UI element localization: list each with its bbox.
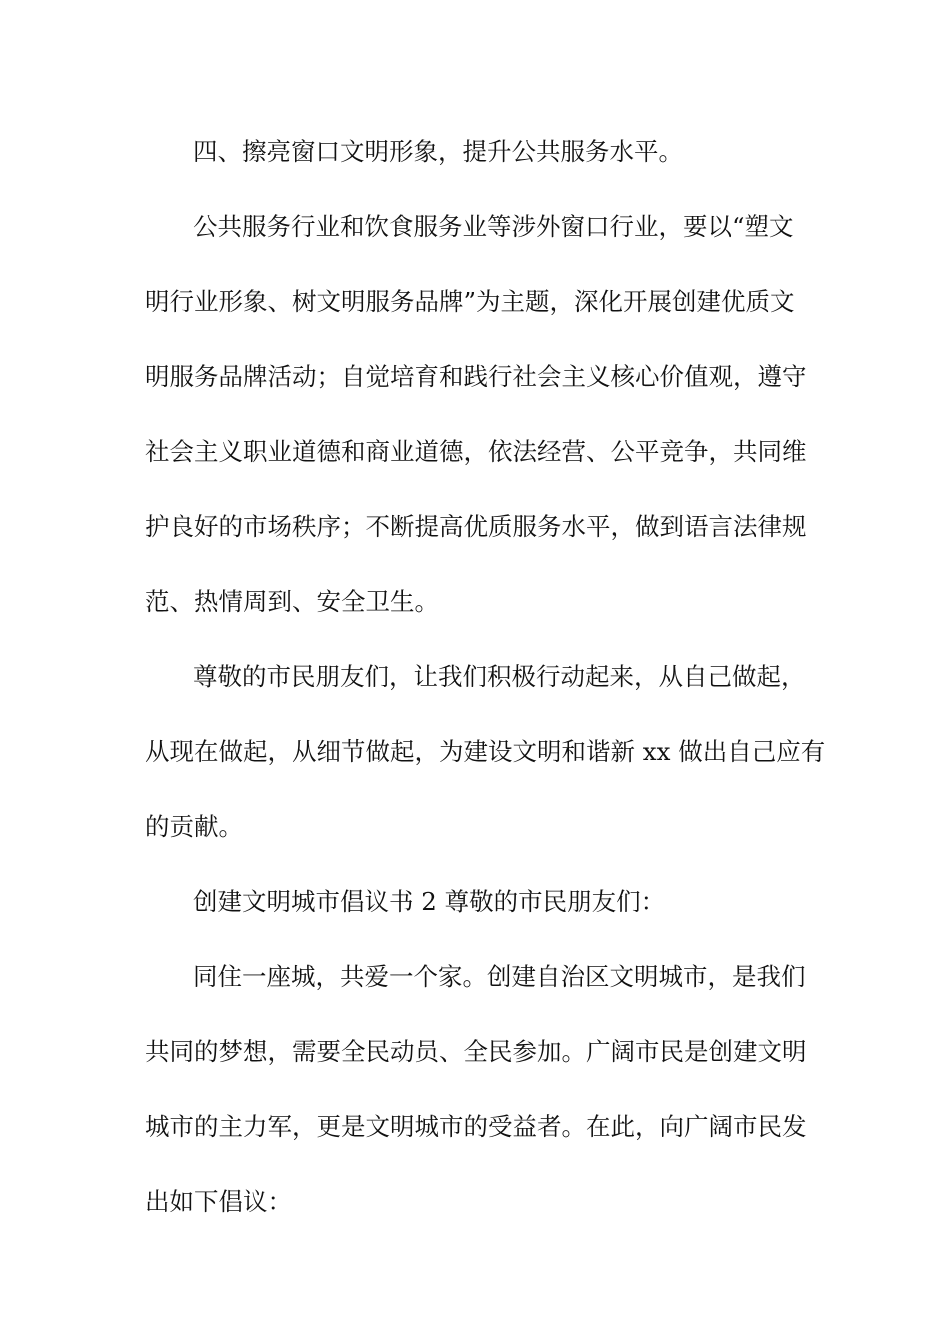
paragraph-line: 从现在做起，从细节做起，为建设文明和谐新 xx 做出自己应有 bbox=[145, 737, 826, 766]
paragraph-line: 社会主义职业道德和商业道德，依法经营、公平竞争，共同维 bbox=[145, 437, 807, 466]
paragraph-line: 共同的梦想，需要全民动员、全民参加。广阔市民是创建文明 bbox=[145, 1037, 807, 1066]
paragraph-line: 范、热情周到、安全卫生。 bbox=[145, 587, 439, 616]
paragraph-line: 护良好的市场秩序；不断提高优质服务水平，做到语言法律规 bbox=[145, 512, 807, 541]
paragraph-line: 明服务品牌活动；自觉培育和践行社会主义核心价值观，遵守 bbox=[145, 362, 807, 391]
paragraph-line: 四、擦亮窗口文明形象，提升公共服务水平。 bbox=[193, 137, 683, 166]
paragraph-line: 创建文明城市倡议书 2 尊敬的市民朋友们： bbox=[193, 887, 666, 916]
paragraph-line: 尊敬的市民朋友们，让我们积极行动起来，从自己做起， bbox=[193, 662, 806, 691]
paragraph-line: 出如下倡议： bbox=[145, 1187, 292, 1216]
paragraph-line: 同住一座城，共爱一个家。创建自治区文明城市，是我们 bbox=[193, 962, 806, 991]
paragraph-line: 公共服务行业和饮食服务业等涉外窗口行业，要以“塑文 bbox=[193, 212, 794, 241]
paragraph-line: 城市的主力军，更是文明城市的受益者。在此，向广阔市民发 bbox=[145, 1112, 807, 1141]
paragraph-line: 的贡献。 bbox=[145, 812, 243, 841]
paragraph-line: 明行业形象、树文明服务品牌”为主题，深化开展创建优质文 bbox=[145, 287, 795, 316]
